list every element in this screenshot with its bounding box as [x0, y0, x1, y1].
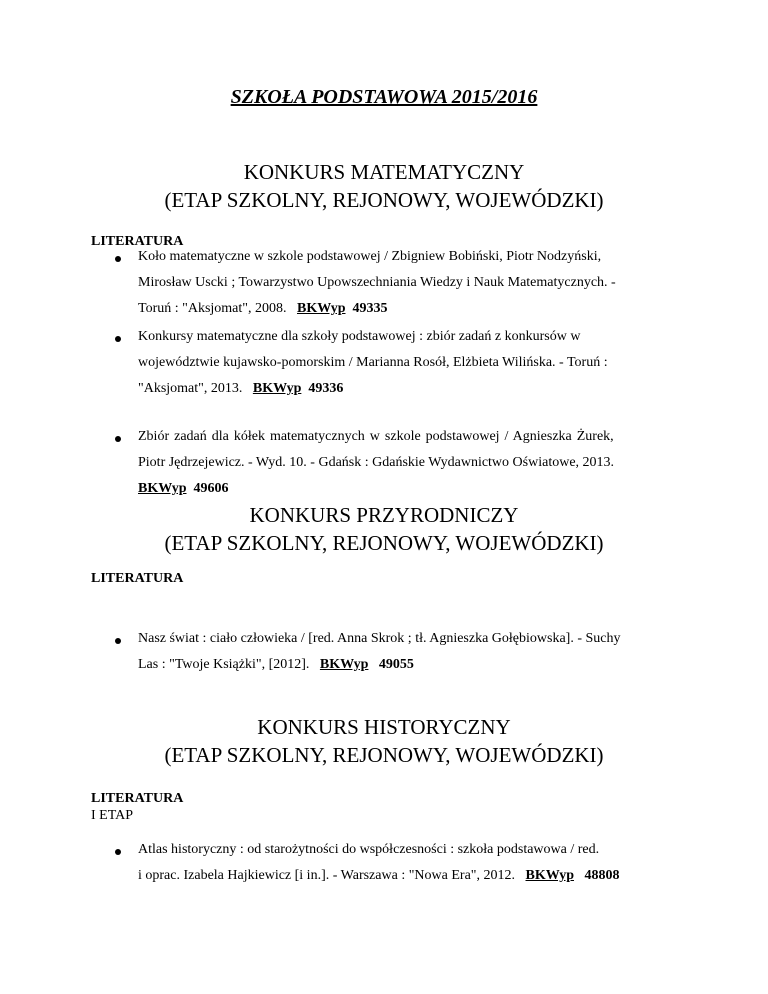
- catalog-link[interactable]: BKWyp: [297, 301, 346, 316]
- bullet-icon: [115, 256, 121, 262]
- stage-label: I ETAP: [91, 808, 134, 823]
- section-math-heading: [0, 158, 768, 214]
- bullet-icon: [115, 849, 121, 855]
- item-line: Zbiór zadań dla kółek matematycznych w szkole podstawowej / Agnieszka Żurek,: [138, 429, 614, 444]
- literature-label: LITERATURA: [91, 791, 184, 806]
- item-line: Toruń : "Aksjomat", 2008.: [138, 301, 287, 316]
- section-heading-line2: (ETAP SZKOLNY, REJONOWY, WOJEWÓDZKI): [164, 188, 604, 212]
- item-line-last: [138, 657, 414, 673]
- bullet-icon: [115, 436, 121, 442]
- item-line-last: [138, 868, 620, 884]
- item-line: Atlas historyczny : od starożytności do współczesności : szkoła podstawowa / red.: [138, 842, 600, 857]
- section-heading-line1: KONKURS HISTORYCZNY: [257, 715, 511, 739]
- catalog-link[interactable]: BKWyp: [252, 381, 302, 396]
- section-heading-line1: KONKURS MATEMATYCZNY: [243, 160, 525, 184]
- section-nature-heading: [0, 501, 768, 557]
- catalog-link[interactable]: BKWyp: [525, 868, 574, 883]
- item-line-last: [138, 301, 388, 317]
- catalog-number: 49606: [193, 481, 229, 496]
- item-line: województwie kujawsko-pomorskim / Marianna Rosół, Elżbieta Wilińska. - Toruń :: [138, 355, 608, 370]
- catalog-link[interactable]: BKWyp: [138, 481, 187, 496]
- catalog-link[interactable]: BKWyp: [319, 657, 369, 672]
- item-line: i oprac. Izabela Hajkiewicz [i in.]. - Warszawa : "Nowa Era", 2012.: [138, 868, 515, 883]
- page-title: SZKOŁA PODSTAWOWA 2015/2016: [230, 86, 538, 108]
- literature-label: LITERATURA: [91, 571, 184, 586]
- item-line: "Aksjomat", 2013.: [138, 381, 243, 396]
- section-heading-line1: KONKURS PRZYRODNICZY: [249, 503, 519, 527]
- catalog-number: 49335: [352, 301, 388, 316]
- section-heading-line2: (ETAP SZKOLNY, REJONOWY, WOJEWÓDZKI): [164, 531, 604, 555]
- literature-label: LITERATURA: [91, 234, 184, 249]
- item-line: Piotr Jędrzejewicz. - Wyd. 10. - Gdańsk : Gdańskie Wydawnictwo Oświatowe, 2013.: [138, 455, 615, 470]
- item-line: Las : "Twoje Książki", [2012].: [138, 657, 310, 672]
- item-line: Mirosław Uscki ; Towarzystwo Upowszechniania Wiedzy i Nauk Matematycznych. -: [138, 275, 616, 290]
- item-line-last: [138, 381, 343, 397]
- section-heading-line2: (ETAP SZKOLNY, REJONOWY, WOJEWÓDZKI): [164, 743, 604, 767]
- item-line: Konkursy matematyczne dla szkoły podstawowej : zbiór zadań z konkursów w: [138, 329, 581, 344]
- item-line-last: [138, 481, 229, 497]
- bullet-icon: [115, 638, 121, 644]
- catalog-number: 49336: [308, 381, 344, 396]
- item-line: Koło matematyczne w szkole podstawowej / Zbigniew Bobiński, Piotr Nodzyński,: [138, 249, 602, 264]
- catalog-number: 49055: [378, 657, 414, 672]
- section-history-heading: [0, 713, 768, 769]
- bullet-icon: [115, 336, 121, 342]
- item-line: Nasz świat : ciało człowieka / [red. Anna Skrok ; tł. Agnieszka Gołębiowska]. - Suchy: [138, 631, 621, 646]
- catalog-number: 48808: [584, 868, 620, 883]
